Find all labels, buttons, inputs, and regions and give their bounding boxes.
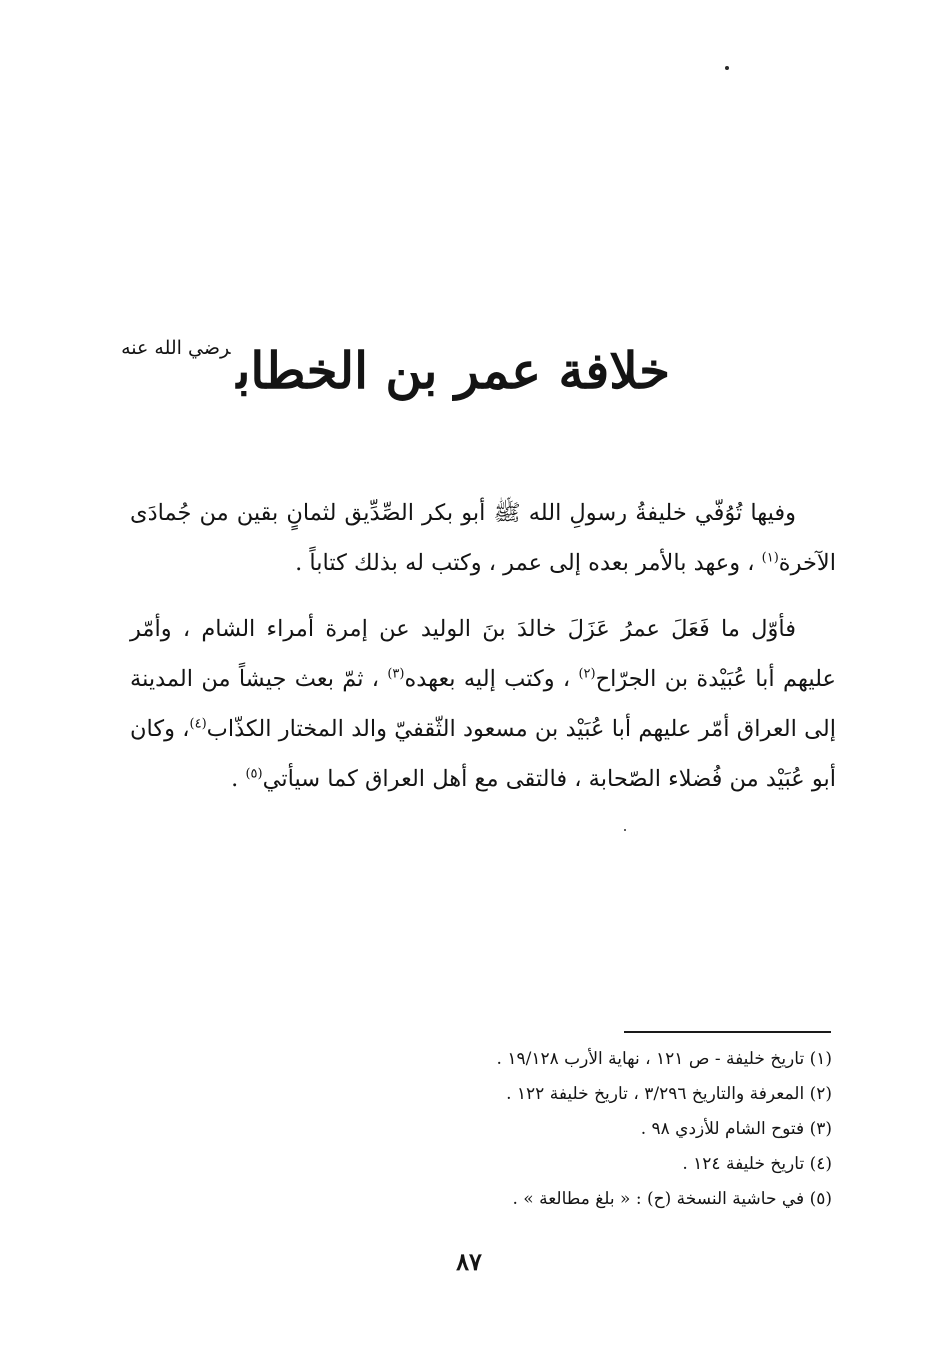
honorific-formula: رضي الله عنه <box>121 337 231 359</box>
paragraph-text: ، ثمّ بعث جيشاً من المدينة إلى العراق أمّر عليهم أبا عُبَيْد بن مسعود الثّقفيّ والد المختار الكذّاب <box>130 666 836 742</box>
paragraph-text: . <box>231 766 246 792</box>
footnotes-list <box>300 1042 832 1217</box>
scan-speck <box>725 66 729 70</box>
paragraph-text: فأوّل ما فَعَلَ عمرُ عَزَلَ خالدَ بنَ الوليد عن إمرة أمراء الشام ، وأمّر عليهم أبا عُبَيْدة بن الجرّاح <box>130 616 836 692</box>
paragraph-text: ، وكتب إليه بعهده <box>404 666 579 692</box>
paragraph-text: ، وكان أبو عُبَيْد من فُضلاء الصّحابة ، فالتقى مع أهل العراق كما سيأتي <box>130 716 836 792</box>
paragraph-text: ، وعهد بالأمر بعده إلى عمر ، وكتب له بذلك كتاباً . <box>295 550 762 576</box>
footnote-separator <box>624 1031 831 1033</box>
paragraph-text: وفيها تُوُفّي خليفةُ رسولِ الله ﷺ أبو بكر الصِّدِّيق لثمانٍ بقين من جُمادَى الآخرة <box>130 500 836 576</box>
footnote-1: (١) تاريخ خليفة - ص ١٢١ ، نهاية الأرب ١٩/١٢٨ . <box>496 1049 832 1069</box>
footnote-2: (٢) المعرفة والتاريخ ٣/٢٩٦ ، تاريخ خليفة ١٢٢ . <box>506 1084 832 1104</box>
main-text <box>130 488 836 804</box>
scan-speck <box>624 829 626 831</box>
footnote-3: (٣) فتوح الشام للأزدي ٩٨ . <box>640 1119 832 1139</box>
page-number: ٨٧ <box>456 1247 482 1276</box>
footnote-5: (٥) في حاشية النسخة (ح) : « بلغ مطالعة » . <box>512 1189 832 1209</box>
footnote-ref-4: (٤) <box>189 716 207 732</box>
footnote-ref-1: (١) <box>761 550 779 566</box>
footnote-4: (٤) تاريخ خليفة ١٢٤ . <box>682 1154 832 1174</box>
paragraph-2 <box>130 604 836 804</box>
footnote-ref-5: (٥) <box>245 766 263 782</box>
footnote-ref-2: (٢) <box>578 666 596 682</box>
chapter-title <box>121 308 670 411</box>
paragraph-1 <box>130 488 836 588</box>
chapter-title-text: خلافة عمر بن الخطاب <box>236 341 670 400</box>
footnote-ref-3: (٣) <box>387 666 405 682</box>
